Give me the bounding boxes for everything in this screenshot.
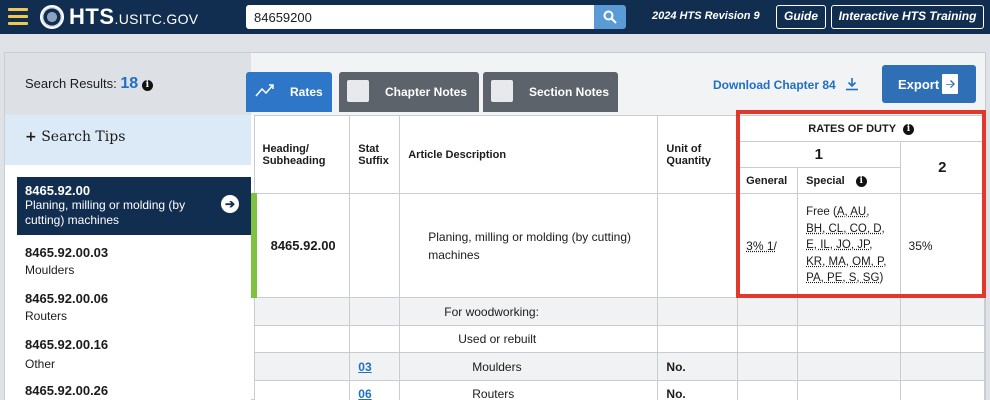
heading-cell <box>254 326 350 353</box>
special-rate-cell <box>798 353 900 381</box>
unit-cell: No. <box>658 353 738 381</box>
header-general: General <box>738 168 798 194</box>
sidebar-result[interactable] <box>17 291 251 323</box>
brand-domain: .USITC.GOV <box>114 11 199 27</box>
unit-cell <box>658 194 738 298</box>
brand-name: HTS <box>69 4 115 29</box>
header-article-description: Article Description <box>400 116 658 194</box>
special-label: Special <box>806 174 845 187</box>
heading-cell: 8465.92.00 <box>254 194 350 298</box>
heading-cell <box>254 353 350 381</box>
search-icon <box>603 10 617 24</box>
search-results-bar <box>5 53 251 115</box>
results-sidebar <box>5 115 251 400</box>
export-file-icon <box>942 74 958 94</box>
result-code: 8465.92.00.03 <box>25 245 109 260</box>
stat-cell <box>350 353 400 381</box>
download-chapter-link[interactable] <box>713 77 859 92</box>
hts-revision-label: 2024 HTS Revision 9 <box>652 10 760 22</box>
hamburger-menu-icon[interactable] <box>8 8 28 26</box>
table-row <box>254 326 985 353</box>
general-rate-cell <box>738 353 798 381</box>
stat-cell <box>350 381 400 400</box>
result-description: Planing, milling or molding (by cutting) machines <box>25 198 186 227</box>
article-description-cell: Used or rebuilt <box>400 326 658 353</box>
result-code: 8465.92.00.26 <box>25 383 109 398</box>
rates-of-duty-label: RATES OF DUTY <box>808 122 896 135</box>
special-rate-cell <box>798 326 900 353</box>
search-results-count: 18 <box>120 75 139 92</box>
arrow-right-icon[interactable]: ➔ <box>221 195 239 213</box>
info-icon[interactable]: i <box>903 124 914 135</box>
result-code: 8465.92.00.06 <box>25 291 109 306</box>
column-2-rate-cell <box>900 326 984 353</box>
sidebar-result[interactable] <box>17 245 251 277</box>
header-special <box>798 168 900 194</box>
stat-suffix-link[interactable]: 03 <box>358 359 372 374</box>
special-suffix: ) <box>879 272 884 285</box>
document-icon <box>347 80 369 102</box>
trend-chart-icon <box>254 80 276 102</box>
search-input[interactable] <box>246 5 594 29</box>
result-code: 8465.92.00 <box>25 183 91 198</box>
interactive-training-button[interactable]: Interactive HTS Training <box>831 5 984 29</box>
table-row <box>254 381 985 400</box>
tab-section-notes-label: Section Notes <box>529 85 610 99</box>
stat-cell <box>350 326 400 353</box>
search-button[interactable] <box>594 5 626 29</box>
stat-cell <box>350 194 400 298</box>
table-row <box>254 353 985 381</box>
search-tips-label: Search Tips <box>41 129 126 145</box>
article-description-cell: Routers <box>400 381 658 400</box>
result-description: Other <box>25 357 56 371</box>
download-icon <box>845 77 859 91</box>
tab-rates-label: Rates <box>290 85 323 99</box>
tariff-table-wrapper <box>251 115 985 400</box>
tab-chapter-notes[interactable] <box>339 72 479 112</box>
header-heading-subheading: Heading/ Subheading <box>254 116 350 194</box>
table-row <box>254 298 985 326</box>
site-logo[interactable] <box>69 4 198 30</box>
tab-chapter-notes-label: Chapter Notes <box>385 85 468 99</box>
search-tips-toggle[interactable] <box>5 115 251 165</box>
heading-cell <box>254 381 350 400</box>
sidebar-result-active[interactable] <box>17 177 251 235</box>
usitc-seal-logo <box>40 5 64 29</box>
info-icon[interactable]: i <box>856 176 867 187</box>
tab-section-notes[interactable] <box>483 72 618 112</box>
unit-cell: No. <box>658 381 738 400</box>
sidebar-result[interactable] <box>17 383 251 398</box>
result-description: Moulders <box>25 263 75 277</box>
document-icon <box>491 80 513 102</box>
unit-cell <box>658 298 738 326</box>
header-rates-of-duty <box>738 116 985 142</box>
general-rate-cell <box>738 194 798 298</box>
special-rate-cell <box>798 194 900 298</box>
column-2-rate-cell: 35% <box>900 194 984 298</box>
plus-icon: + <box>25 129 37 145</box>
stat-suffix-link[interactable]: 06 <box>358 387 372 400</box>
search-results-label: Search Results: <box>25 76 117 91</box>
stat-cell <box>350 298 400 326</box>
special-prefix: Free ( <box>806 206 837 219</box>
column-2-rate-cell <box>900 381 984 400</box>
general-rate-value: 3% 1/ <box>746 238 777 253</box>
column-2-rate-cell <box>900 353 984 381</box>
result-code: 8465.92.00.16 <box>25 337 109 352</box>
special-program-codes[interactable]: A, AU, BH, CL, CO, D, E, IL, JO, JP, KR, MA, OM, P, PA, PE, S, SG <box>806 206 887 285</box>
special-rate-cell <box>798 381 900 400</box>
tab-rates[interactable] <box>246 72 332 112</box>
unit-cell <box>658 326 738 353</box>
header-rate-column-2: 2 <box>900 142 984 194</box>
search-results-summary <box>25 75 153 93</box>
export-button[interactable] <box>882 65 976 103</box>
result-description: Routers <box>25 309 68 323</box>
heading-cell <box>254 298 350 326</box>
header-rate-column-1: 1 <box>738 142 900 168</box>
general-rate-cell <box>738 298 798 326</box>
general-rate-cell <box>738 326 798 353</box>
info-icon[interactable]: i <box>142 80 153 91</box>
header-stat-suffix: Stat Suffix <box>350 116 400 194</box>
article-description-cell: For woodworking: <box>400 298 658 326</box>
guide-button[interactable]: Guide <box>776 5 826 29</box>
general-rate-cell <box>738 381 798 400</box>
column-2-rate-cell <box>900 298 984 326</box>
article-description-cell: Moulders <box>400 353 658 381</box>
article-description-cell: Planing, milling or molding (by cutting) machines <box>400 194 658 298</box>
download-chapter-label: Download Chapter 84 <box>713 78 836 92</box>
export-label: Export <box>898 77 940 92</box>
sidebar-result[interactable] <box>17 337 251 371</box>
header-unit-of-quantity: Unit of Quantity <box>658 116 738 194</box>
tariff-table <box>251 115 985 400</box>
special-rate-cell <box>798 298 900 326</box>
top-navigation-bar <box>0 0 990 34</box>
